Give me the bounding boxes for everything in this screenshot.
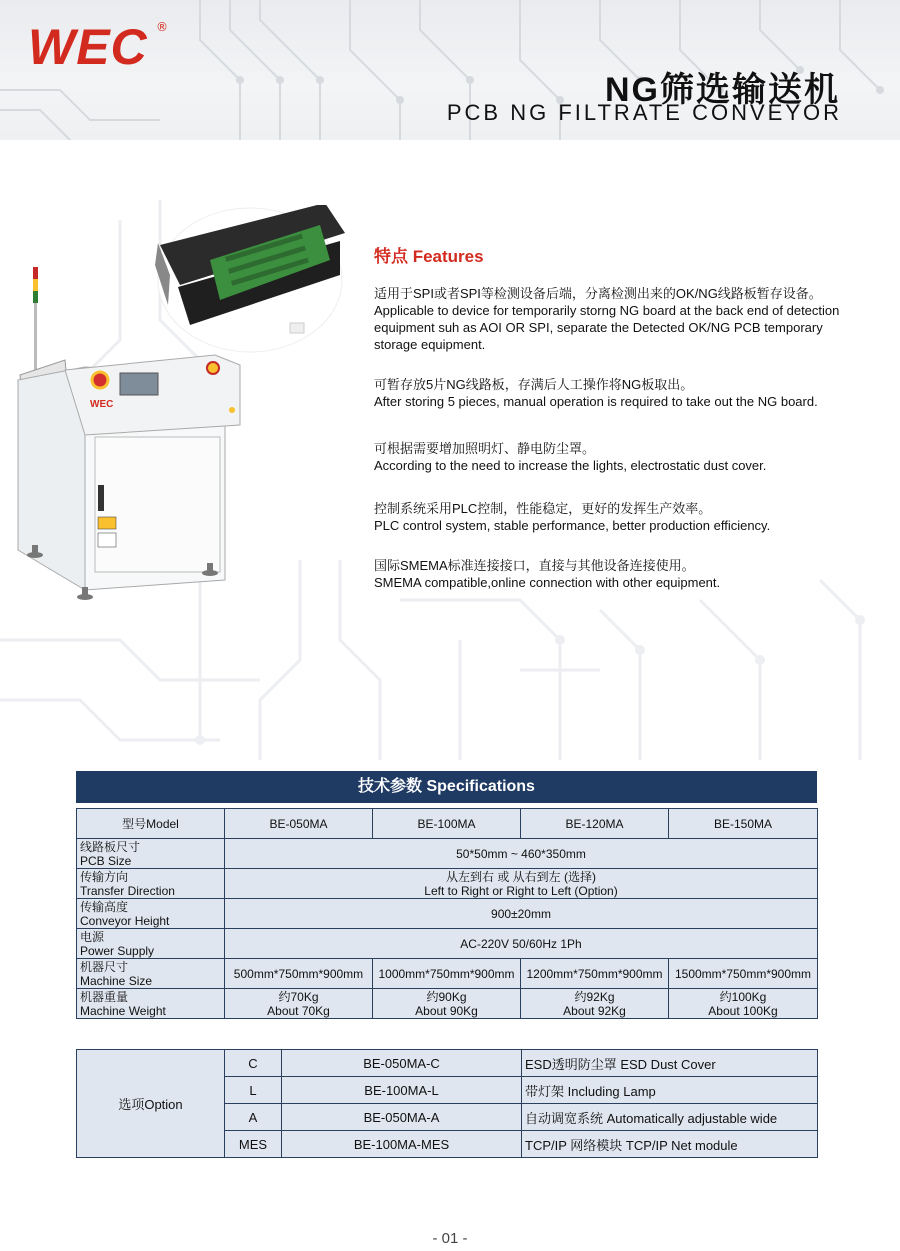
model-cell: BE-100MA	[373, 809, 521, 839]
table-row	[77, 959, 818, 989]
page-number: - 01 -	[432, 1230, 468, 1247]
row-label-cn: 机器尺寸	[80, 959, 129, 974]
option-desc: 带灯架 Including Lamp	[522, 1077, 818, 1104]
weight-cell	[669, 989, 818, 1019]
table-row	[77, 869, 818, 899]
weight-en: About 70Kg	[267, 1003, 330, 1018]
option-code: MES	[225, 1131, 282, 1158]
key-switch-icon	[229, 407, 235, 413]
option-model: BE-100MA-L	[282, 1077, 522, 1104]
registered-mark: ®	[156, 20, 168, 34]
weight-en: About 100Kg	[708, 1003, 778, 1018]
feature-en: According to the need to increase the lights, electrostatic dust cover.	[374, 458, 767, 473]
warning-label-icon	[98, 517, 116, 529]
power-value: AC-220V 50/60Hz 1Ph	[225, 929, 818, 959]
feature-item-3	[374, 440, 854, 474]
row-label-en: Power Supply	[80, 943, 155, 958]
option-model: BE-050MA-C	[282, 1050, 522, 1077]
machine-illustration	[10, 205, 355, 615]
feature-item-1	[374, 285, 854, 353]
specifications-header: 技术参数 Specifications	[76, 771, 817, 803]
feature-cn: 可暂存放5片NG线路板，存满后人工操作将NG板取出。	[374, 377, 694, 392]
indicator-button-icon	[207, 362, 219, 374]
feature-item-5	[374, 557, 854, 591]
feature-en: After storing 5 pieces, manual operation is required to take out the NG board.	[374, 394, 818, 409]
row-label	[77, 899, 225, 929]
feature-cn: 适用于SPI或者SPI等检测设备后端，分离检测出来的OK/NG线路板暂存设备。	[374, 286, 822, 301]
option-desc: 自动调宽系统 Automatically adjustable wide	[522, 1104, 818, 1131]
table-row	[77, 839, 818, 869]
direction-value-cn: 从左到右 或 从右到左 (选择)	[446, 869, 596, 884]
size-cell: 1500mm*750mm*900mm	[669, 959, 818, 989]
model-cell: BE-050MA	[225, 809, 373, 839]
row-label-en: PCB Size	[80, 853, 132, 868]
row-label-cn: 线路板尺寸	[80, 839, 141, 854]
row-label	[77, 869, 225, 899]
weight-cell	[225, 989, 373, 1019]
feature-item-2	[374, 376, 854, 410]
door-handle	[98, 485, 104, 511]
cabinet-door	[95, 437, 220, 572]
brand-logo: WEC	[28, 19, 148, 75]
pcb-size-value: 50*50mm ~ 460*350mm	[225, 839, 818, 869]
row-label	[77, 839, 225, 869]
row-label-en: Transfer Direction	[80, 883, 175, 898]
row-label-cn: 传输高度	[80, 899, 129, 914]
info-label-icon	[98, 533, 116, 547]
row-label-cn: 机器重量	[80, 989, 129, 1004]
feature-en: SMEMA compatible,online connection with other equipment.	[374, 575, 721, 590]
weight-cn: 约100Kg	[719, 989, 767, 1004]
weight-cell	[373, 989, 521, 1019]
options-table	[76, 1049, 818, 1158]
emergency-stop-icon	[92, 372, 108, 388]
option-model: BE-050MA-A	[282, 1104, 522, 1131]
feature-cn: 可根据需要增加照明灯、静电防尘罩。	[374, 441, 596, 456]
feature-en: PLC control system, stable performance, better production efficiency.	[374, 518, 771, 533]
weight-en: About 92Kg	[563, 1003, 626, 1018]
row-label-cn: 传输方向	[80, 869, 129, 884]
table-row	[77, 1050, 818, 1077]
feature-en: Applicable to device for temporarily storng NG board at the back end of detection equipment suh as AOI OR SPI, separate the Detected OK/NG PCB temporary storage equipment.	[374, 303, 840, 352]
height-value: 900±20mm	[225, 899, 818, 929]
weight-cell	[521, 989, 669, 1019]
row-label-en: Machine Weight	[80, 1003, 166, 1018]
page-title-cn: NG筛选输送机	[605, 71, 840, 109]
specifications-table	[76, 808, 818, 1019]
table-row	[77, 899, 818, 929]
model-label: 型号Model	[77, 809, 225, 839]
direction-value	[225, 869, 818, 899]
table-row	[77, 989, 818, 1019]
weight-cn: 约90Kg	[426, 989, 467, 1004]
direction-value-en: Left to Right or Right to Left (Option)	[424, 883, 618, 898]
feature-cn: 国际SMEMA标准连接接口，直接与其他设备连接使用。	[374, 558, 695, 573]
weight-cn: 约92Kg	[574, 989, 615, 1004]
option-code: C	[225, 1050, 282, 1077]
table-row	[77, 929, 818, 959]
touch-screen	[120, 373, 158, 395]
option-desc: TCP/IP 网络模块 TCP/IP Net module	[522, 1131, 818, 1158]
machine-brand-label: WEC	[90, 399, 114, 410]
features-title: 特点 Features	[374, 247, 484, 266]
feature-cn: 控制系统采用PLC控制，性能稳定，更好的发挥生产效率。	[374, 501, 712, 516]
row-label-en: Machine Size	[80, 973, 153, 988]
page-title-en: PCB NG FILTRATE CONVEYOR	[446, 100, 842, 125]
weight-cn: 约70Kg	[278, 989, 319, 1004]
row-label	[77, 959, 225, 989]
table-row	[77, 809, 818, 839]
weight-en: About 90Kg	[415, 1003, 478, 1018]
row-label	[77, 929, 225, 959]
size-cell: 1200mm*750mm*900mm	[521, 959, 669, 989]
size-cell: 500mm*750mm*900mm	[225, 959, 373, 989]
row-label-cn: 电源	[80, 929, 105, 944]
signal-tower	[33, 267, 38, 373]
option-model: BE-100MA-MES	[282, 1131, 522, 1158]
option-desc: ESD透明防尘罩 ESD Dust Cover	[522, 1050, 818, 1077]
row-label	[77, 989, 225, 1019]
option-label: 选项Option	[77, 1050, 225, 1158]
option-code: A	[225, 1104, 282, 1131]
page-header	[0, 0, 900, 140]
conveyor-detail-inset	[155, 205, 345, 352]
row-label-en: Conveyor Height	[80, 913, 170, 928]
model-cell: BE-120MA	[521, 809, 669, 839]
feature-item-4	[374, 500, 854, 534]
option-code: L	[225, 1077, 282, 1104]
model-cell: BE-150MA	[669, 809, 818, 839]
size-cell: 1000mm*750mm*900mm	[373, 959, 521, 989]
